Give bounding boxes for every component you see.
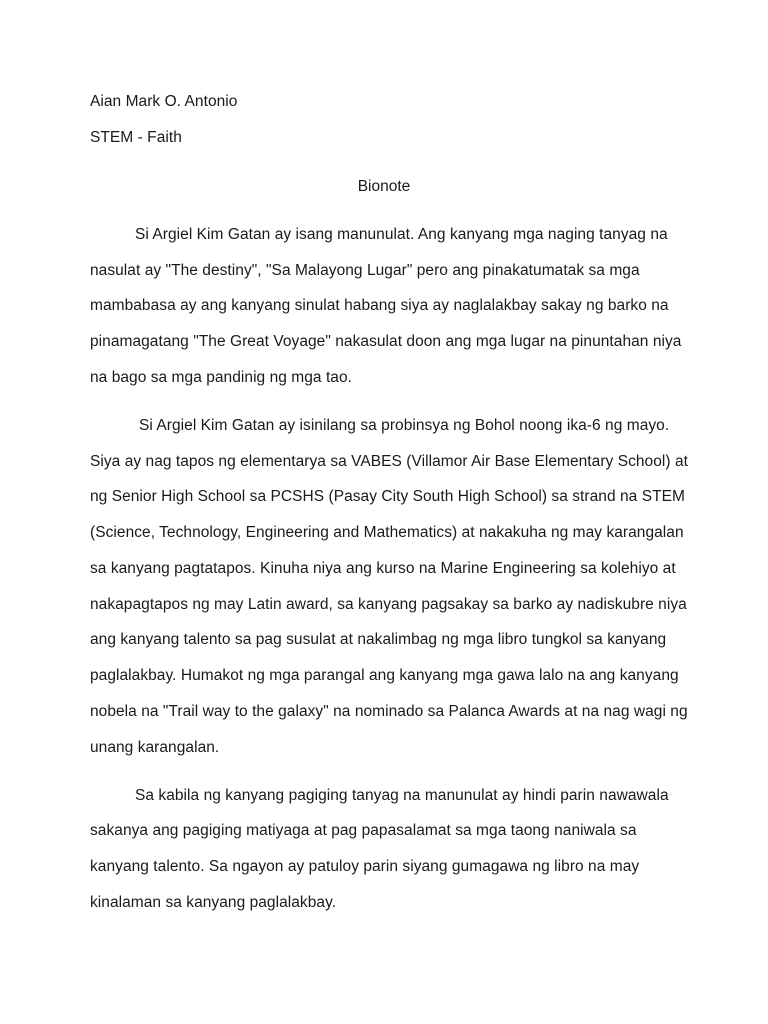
section-name: STEM - Faith bbox=[90, 129, 182, 146]
paragraph-line: sa kanyang pagtatapos. Kinuha niya ang kurso na Marine Engineering sa kolehiyo at bbox=[90, 560, 676, 577]
document-title: Bionote bbox=[357, 178, 411, 195]
paragraph-line: (Science, Technology, Engineering and Mathematics) at nakakuha ng may karangalan bbox=[90, 524, 684, 541]
paragraph-line: Siya ay nag tapos ng elementarya sa VABES (Villamor Air Base Elementary School) at bbox=[90, 453, 688, 470]
paragraph-line: na bago sa mga pandinig ng mga tao. bbox=[90, 369, 352, 386]
paragraph-line: kanyang talento. Sa ngayon ay patuloy parin siyang gumagawa ng libro na may bbox=[90, 858, 640, 875]
paragraph-line: paglalakbay. Humakot ng mga parangal ang kanyang mga gawa lalo na ang kanyang bbox=[90, 667, 679, 684]
paragraph-line: mambabasa ay ang kanyang sinulat habang siya ay naglalakbay sakay ng barko na bbox=[90, 297, 669, 314]
paragraph-line: Si Argiel Kim Gatan ay isang manunulat. Ang kanyang mga naging tanyag na bbox=[135, 226, 668, 243]
paragraph-line: ang kanyang talento sa pag susulat at nakalimbag ng mga libro tungkol sa kanyang bbox=[90, 631, 667, 648]
paragraph-line: pinamagatang "The Great Voyage" nakasulat doon ang mga lugar na pinuntahan niya bbox=[90, 333, 682, 350]
paragraph-line: Sa kabila ng kanyang pagiging tanyag na manunulat ay hindi parin nawawala bbox=[135, 787, 669, 804]
paragraph-line: nobela na "Trail way to the galaxy" na nominado sa Palanca Awards at na nag wagi ng bbox=[90, 703, 688, 720]
paragraph-line: Si Argiel Kim Gatan ay isinilang sa probinsya ng Bohol noong ika-6 ng mayo. bbox=[139, 417, 670, 434]
author-name: Aian Mark O. Antonio bbox=[90, 93, 238, 110]
paragraph-line: nakapagtapos ng may Latin award, sa kanyang pagsakay sa barko ay nadiskubre niya bbox=[90, 596, 687, 613]
paragraph-line: kinalaman sa kanyang paglalakbay. bbox=[90, 894, 337, 911]
paragraph-line: sakanya ang pagiging matiyaga at pag papasalamat sa mga taong naniwala sa bbox=[90, 822, 637, 839]
paragraph-line: nasulat ay "The destiny", "Sa Malayong Lugar" pero ang pinakatumatak sa mga bbox=[90, 262, 640, 279]
paragraph-line: ng Senior High School sa PCSHS (Pasay City South High School) sa strand na STEM bbox=[90, 488, 685, 505]
paragraph-line: unang karangalan. bbox=[90, 739, 220, 756]
